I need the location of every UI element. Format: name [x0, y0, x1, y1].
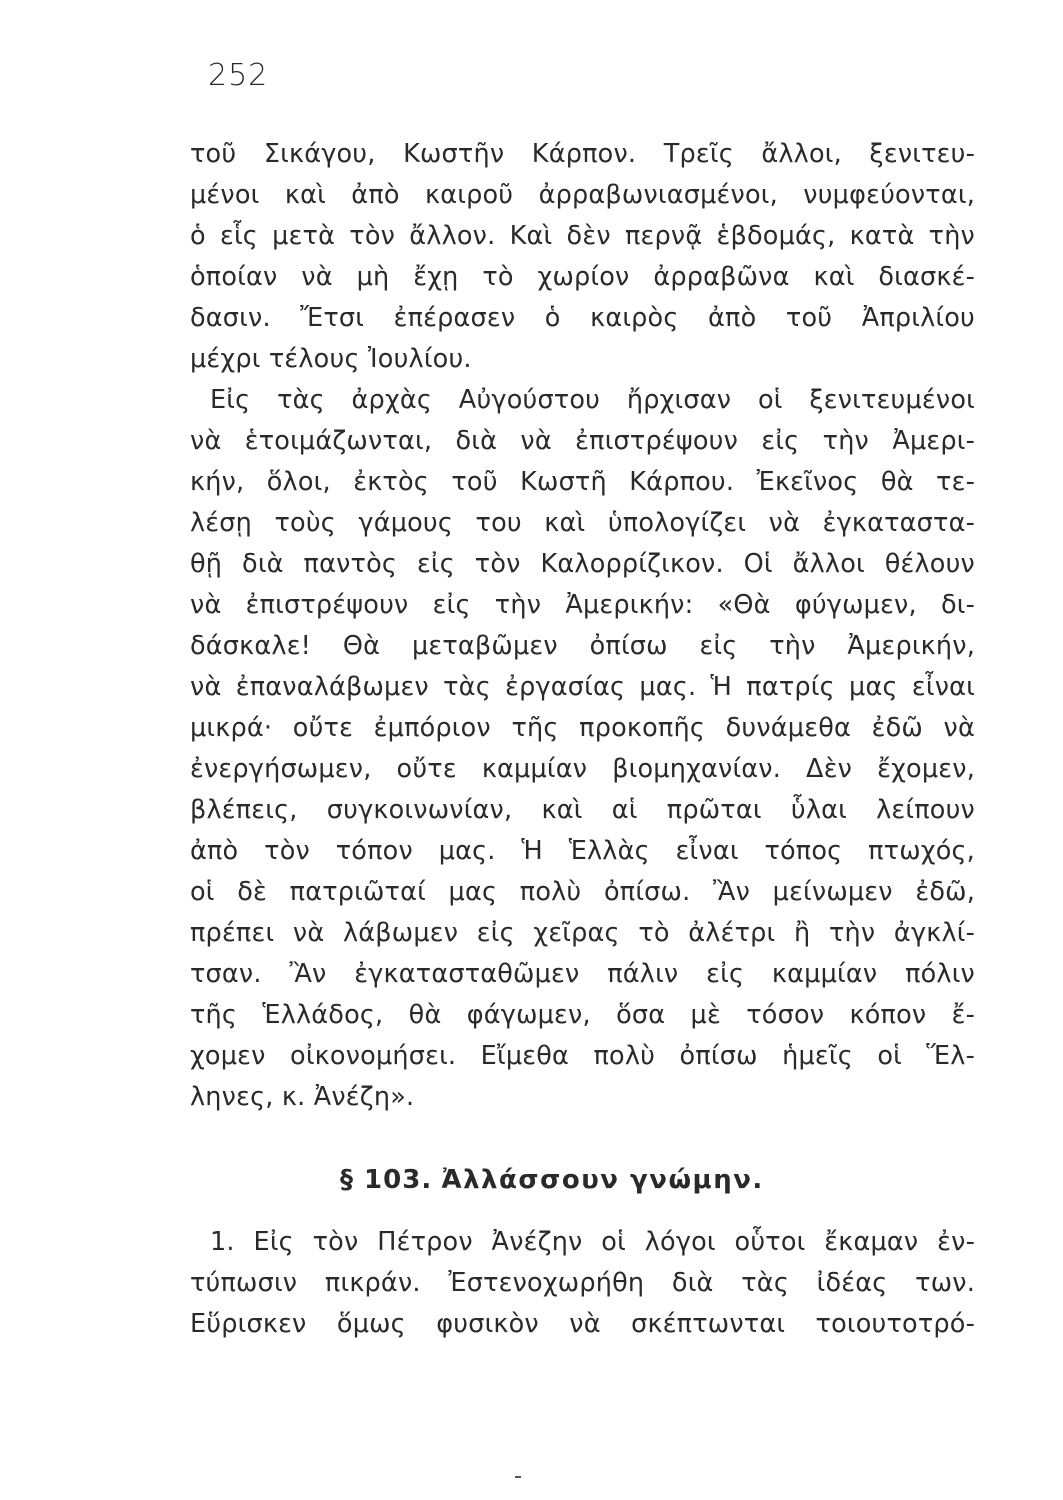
text-line: ὁ εἷς μετὰ τὸν ἄλλον. Καὶ δὲν περνᾷ ἑβδομάς, κατὰ τὴν [190, 221, 975, 251]
text-line: Εἰς τὰς ἀρχὰς Αὐγούστου ἤρχισαν οἱ ξενιτευμένοι [210, 385, 975, 415]
text-line: τύπωσιν πικράν. Ἐστενοχωρήθη διὰ τὰς ἰδέας των. [190, 1268, 975, 1298]
text-line: δασιν. Ἔτσι ἐπέρασεν ὁ καιρὸς ἀπὸ τοῦ Ἀπριλίου [190, 303, 975, 333]
text-line: τῆς Ἑλλάδος, θὰ φάγωμεν, ὅσα μὲ τόσον κόπον ἔ- [190, 1000, 975, 1030]
section-heading [340, 1163, 764, 1197]
text-line: μικρά· οὔτε ἐμπόριον τῆς προκοπῆς δυνάμεθα ἐδῶ νὰ [190, 713, 975, 743]
text-line: πρέπει νὰ λάβωμεν εἰς χεῖρας τὸ ἀλέτρι ἢ τὴν ἀγκλί- [190, 918, 975, 948]
text-line: μέχρι τέλους Ἰουλίου. [190, 344, 472, 374]
text-line: δάσκαλε! Θὰ μεταβῶμεν ὀπίσω εἰς τὴν Ἀμερικήν, [190, 631, 975, 661]
text-line: νὰ ἐπαναλάβωμεν τὰς ἐργασίας μας. Ἡ πατρίς μας εἶναι [190, 672, 975, 702]
text-line: Εὕρισκεν ὅμως φυσικὸν νὰ σκέπτωνται τοιουτοτρό- [190, 1309, 975, 1339]
text-line: κήν, ὅλοι, ἐκτὸς τοῦ Κωστῆ Κάρπου. Ἐκεῖνος θὰ τε- [190, 467, 975, 497]
text-line: νὰ ἐπιστρέψουν εἰς τὴν Ἀμερικήν: «Θὰ φύγωμεν, δι- [190, 590, 975, 620]
text-line: νὰ ἑτοιμάζωνται, διὰ νὰ ἐπιστρέψουν εἰς τὴν Ἀμερι- [190, 426, 975, 456]
text-line: μένοι καὶ ἀπὸ καιροῦ ἀρραβωνιασμένοι, νυμφεύονται, [190, 180, 975, 210]
text-line: ὁποίαν νὰ μὴ ἔχῃ τὸ χωρίον ἀρραβῶνα καὶ διασκέ- [190, 262, 975, 292]
section-number: § 103. [340, 1165, 433, 1195]
text-line: τοῦ Σικάγου, Κωστῆν Κάρπον. Τρεῖς ἄλλοι, ξενιτευ- [190, 139, 975, 169]
text-line: ἀπὸ τὸν τόπον μας. Ἡ Ἑλλὰς εἶναι τόπος πτωχός, [190, 836, 975, 866]
text-line: ἐνεργήσωμεν, οὔτε καμμίαν βιομηχανίαν. Δὲν ἔχομεν, [190, 754, 975, 784]
text-line: τσαν. Ἂν ἐγκατασταθῶμεν πάλιν εἰς καμμίαν πόλιν [190, 959, 975, 989]
text-line: λέσῃ τοὺς γάμους του καὶ ὑπολογίζει νὰ ἐγκαταστα- [190, 508, 975, 538]
text-line: χομεν οἰκονομήσει. Εἴμεθα πολὺ ὀπίσω ἡμεῖς οἱ Ἕλ- [190, 1041, 975, 1071]
text-line: βλέπεις, συγκοινωνίαν, καὶ αἱ πρῶται ὗλαι λείπουν [190, 795, 975, 825]
text-line: 1. Εἰς τὸν Πέτρον Ἀνέζην οἱ λόγοι οὗτοι ἔκαμαν ἐν- [210, 1227, 975, 1257]
section-title: Ἀλλάσσουν γνώμην. [441, 1165, 764, 1195]
text-line: θῇ διὰ παντὸς εἰς τὸν Καλορρίζικον. Οἱ ἄλλοι θέλουν [190, 549, 975, 579]
text-line: ληνες, κ. Ἀνέζη». [190, 1082, 415, 1112]
print-speck [515, 1476, 521, 1478]
text-line: οἱ δὲ πατριῶταί μας πολὺ ὀπίσω. Ἂν μείνωμεν ἐδῶ, [190, 877, 975, 907]
page-number: 252 [208, 58, 269, 93]
